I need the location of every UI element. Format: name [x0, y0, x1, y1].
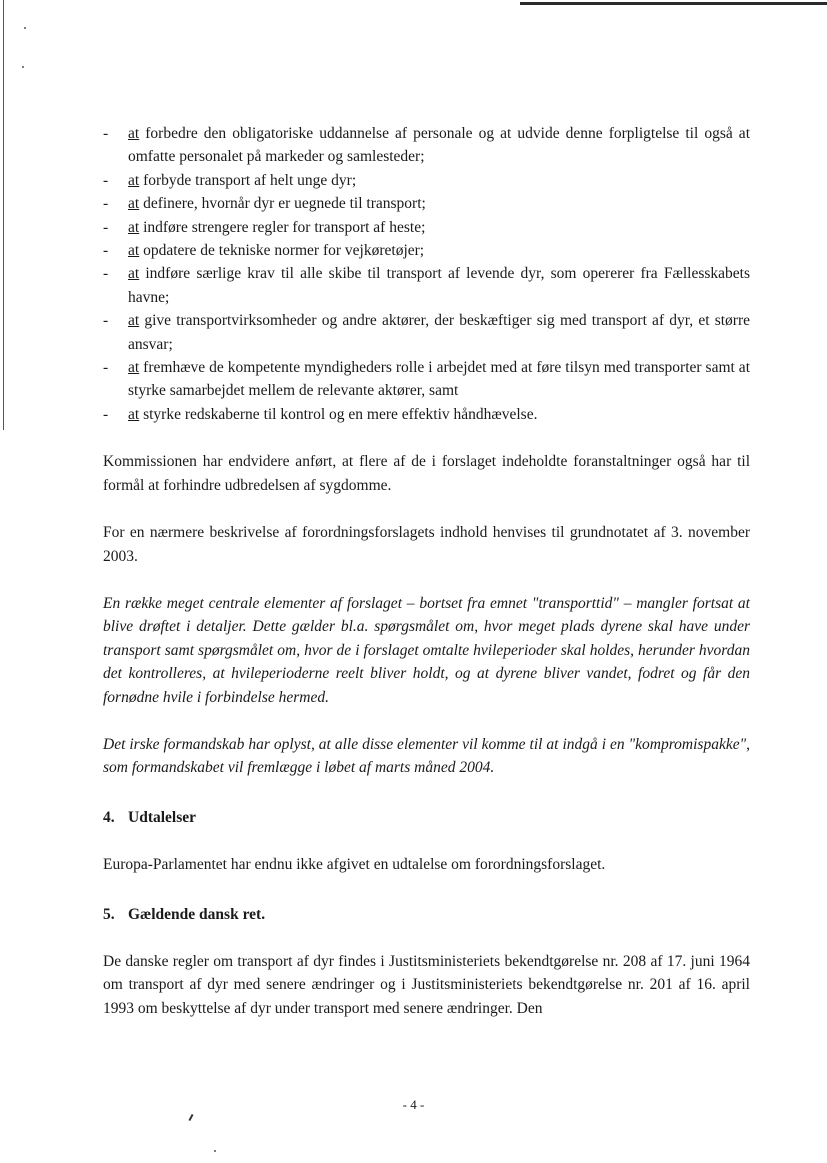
- bullet-lead: at: [128, 265, 140, 283]
- bullet-dash: -: [103, 171, 109, 189]
- paragraph-italic-presidency: Det irske formandskab har oplyst, at alle disse elementer vil komme til at indgå i en "kompromispakke", som formandskabet vil fremlægge i løbet af marts måned 2004.: [103, 735, 750, 777]
- section-number: 5.: [103, 905, 115, 923]
- section-title: Gældende dansk ret.: [128, 905, 266, 923]
- list-item: [103, 356, 750, 403]
- bullet-dash: -: [103, 312, 109, 330]
- paragraph-danish-law: De danske regler om transport af dyr findes i Justitsministeriets bekendtgørelse nr. 208 af 17. juni 1964 om transport af dyr med senere ændringer og i Justitsministeriets bekendtgørelse nr. 201 af 16. april 1993 om beskyttelse af dyr under transport med senere ændringer. Den: [103, 952, 750, 1017]
- scan-speck: [214, 1150, 216, 1152]
- bullet-list: [103, 122, 750, 426]
- bullet-lead: at: [128, 195, 140, 213]
- list-item: [103, 192, 750, 215]
- list-item: [103, 122, 750, 169]
- scan-speck: [24, 27, 26, 29]
- bullet-lead: at: [128, 359, 140, 377]
- list-item: [103, 239, 750, 262]
- bullet-text: opdatere de tekniske normer for vejkøretøjer;: [139, 242, 425, 260]
- bullet-text: indføre strengere regler for transport af heste;: [139, 218, 426, 236]
- section-heading-4: [103, 806, 750, 829]
- bullet-text: styrke redskaberne til kontrol og en mere effektiv håndhævelse.: [139, 405, 538, 423]
- bullet-text: indføre særlige krav til alle skibe til transport af levende dyr, som opererer fra Fællesskabets havne;: [128, 265, 750, 306]
- bullet-dash: -: [103, 218, 109, 236]
- scan-speck: [22, 66, 24, 68]
- bullet-dash: -: [103, 242, 109, 260]
- scan-left-edge: [3, 0, 4, 430]
- bullet-lead: at: [128, 312, 140, 330]
- bullet-dash: -: [103, 359, 109, 377]
- scan-mark: [188, 1114, 193, 1121]
- paragraph-parliament: Europa-Parlamentet har endnu ikke afgivet en udtalelse om forordningsforslaget.: [103, 856, 606, 874]
- bullet-lead: at: [128, 125, 140, 142]
- bullet-dash: -: [103, 265, 109, 283]
- document-body: [103, 122, 750, 1020]
- paragraph-commission: Kommissionen har endvidere anført, at flere af de i forslaget indeholdte foranstaltninger også har til formål at forhindre udbredelsen af sygdomme.: [103, 453, 750, 494]
- bullet-text: fremhæve de kompetente myndigheders rolle i arbejdet med at føre tilsyn med transporter samt at styrke samarbejdet mellem de relevante aktører, samt: [128, 359, 750, 400]
- bullet-lead: at: [128, 242, 140, 260]
- paragraph-reference: For en nærmere beskrivelse af forordningsforslagets indhold henvises til grundnotatet af 3. november 2003.: [103, 524, 750, 565]
- section-heading-5: [103, 903, 750, 926]
- list-item: [103, 169, 750, 192]
- bullet-text: forbyde transport af helt unge dyr;: [139, 171, 357, 189]
- section-number: 4.: [103, 808, 115, 826]
- bullet-lead: at: [128, 218, 140, 236]
- page-number: - 4 -: [402, 1097, 425, 1112]
- list-item: [103, 403, 750, 426]
- bullet-text: forbedre den obligatoriske uddannelse af personale og at udvide denne forpligtelse til også at omfatte personalet på markeder og samlesteder;: [128, 125, 750, 166]
- section-title: Udtalelser: [128, 808, 197, 826]
- bullet-dash: -: [103, 125, 109, 142]
- bullet-text: definere, hvornår dyr er uegnede til transport;: [139, 195, 426, 213]
- list-item: [103, 216, 750, 239]
- list-item: [103, 262, 750, 309]
- paragraph-italic-status: En række meget centrale elementer af forslaget – bortset fra emnet "transporttid" – mangler fortsat at blive drøftet i detaljer. Dette gælder bl.a. spørgsmålet om, hvor meget plads dyrene skal have under transport samt spørgsmålet om, hvor de i forslaget omtalte hvileperioder skal holdes, herunder hvordan det kontrolleres, at hvileperioderne reelt bliver holdt, og at dyrene bliver vandet, fodret og får den fornødne hvile i forbindelse hermed.: [103, 594, 750, 706]
- bullet-lead: at: [128, 171, 140, 189]
- bullet-dash: -: [103, 195, 109, 213]
- bullet-dash: -: [103, 405, 109, 423]
- bullet-text: give transportvirksomheder og andre aktører, der beskæftiger sig med transport af dyr, et større ansvar;: [128, 312, 750, 353]
- scan-top-rule: [520, 2, 827, 5]
- list-item: [103, 309, 750, 356]
- bullet-lead: at: [128, 405, 140, 423]
